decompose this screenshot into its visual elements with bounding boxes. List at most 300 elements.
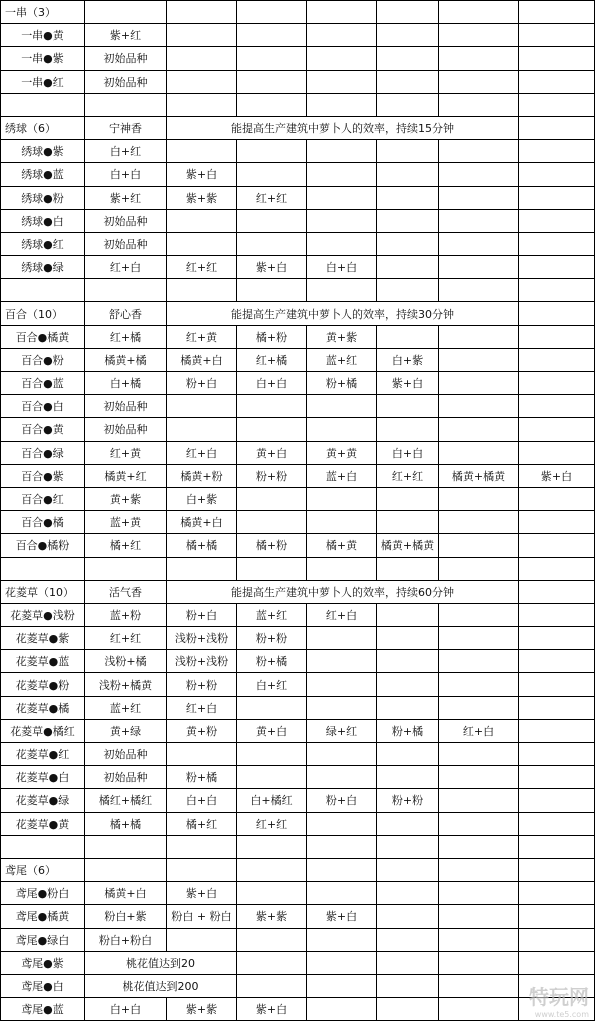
- table-row: [1, 511, 595, 534]
- table-cell: 红+白: [167, 441, 237, 464]
- table-cell: 粉+粉: [167, 673, 237, 696]
- row-label-cell: 百合●橘粉: [1, 534, 85, 557]
- table-cell: 橘黄+白: [167, 511, 237, 534]
- table-cell: 白+橘: [85, 372, 167, 395]
- table-cell: [377, 395, 439, 418]
- table-cell: [167, 24, 237, 47]
- table-row: [1, 534, 595, 557]
- table-cell: 紫+白: [167, 882, 237, 905]
- table-cell: 能提高生产建筑中萝卜人的效率，持续60分钟: [167, 580, 519, 603]
- table-cell: [237, 209, 307, 232]
- table-cell: [377, 998, 439, 1021]
- table-cell: [307, 858, 377, 881]
- table-cell: [519, 140, 595, 163]
- row-label-cell: 花菱草●橘红: [1, 719, 85, 742]
- row-label-cell: 鸢尾●橘黄: [1, 905, 85, 928]
- table-cell: 舒心香: [85, 302, 167, 325]
- table-cell: 橘+红: [167, 812, 237, 835]
- table-cell: [85, 93, 167, 116]
- table-cell: 蓝+白: [307, 464, 377, 487]
- table-cell: [439, 743, 519, 766]
- row-label-cell: 一串●黄: [1, 24, 85, 47]
- table-cell: [439, 372, 519, 395]
- row-label-cell: 鸢尾●白: [1, 974, 85, 997]
- table-cell: [439, 395, 519, 418]
- table-cell: [237, 928, 307, 951]
- table-cell: 初始品种: [85, 70, 167, 93]
- table-cell: [377, 325, 439, 348]
- table-cell: 初始品种: [85, 418, 167, 441]
- table-row: [1, 93, 595, 116]
- row-label-cell: 一串●紫: [1, 47, 85, 70]
- table-cell: 橘+红: [85, 534, 167, 557]
- table-cell: 桃花值达到200: [85, 974, 237, 997]
- row-label-cell: 百合●紫: [1, 464, 85, 487]
- table-cell: [439, 974, 519, 997]
- table-cell: [167, 1, 237, 24]
- table-cell: [167, 835, 237, 858]
- table-cell: 桃花值达到20: [85, 951, 237, 974]
- row-label-cell: 花菱草●浅粉: [1, 603, 85, 626]
- table-cell: [307, 812, 377, 835]
- table-cell: 蓝+红: [237, 603, 307, 626]
- row-label-cell: 绣球●白: [1, 209, 85, 232]
- table-cell: 能提高生产建筑中萝卜人的效率，持续15分钟: [167, 116, 519, 139]
- table-cell: [519, 163, 595, 186]
- table-cell: 粉+橘: [167, 766, 237, 789]
- row-label-cell: 百合●橘黄: [1, 325, 85, 348]
- table-cell: [167, 209, 237, 232]
- table-cell: [439, 882, 519, 905]
- table-cell: [439, 928, 519, 951]
- row-label-cell: 鸢尾●紫: [1, 951, 85, 974]
- table-cell: [439, 650, 519, 673]
- table-cell: [439, 47, 519, 70]
- table-cell: [439, 186, 519, 209]
- table-row: [1, 24, 595, 47]
- table-cell: [237, 951, 307, 974]
- table-cell: 黄+白: [237, 719, 307, 742]
- table-cell: 白+白: [377, 441, 439, 464]
- table-row: [1, 998, 595, 1021]
- table-cell: 蓝+粉: [85, 603, 167, 626]
- table-cell: [167, 928, 237, 951]
- table-cell: [519, 603, 595, 626]
- table-cell: 紫+红: [85, 24, 167, 47]
- table-row: [1, 580, 595, 603]
- table-cell: [237, 487, 307, 510]
- table-cell: [307, 951, 377, 974]
- table-cell: [237, 974, 307, 997]
- table-cell: 红+橘: [237, 348, 307, 371]
- row-label-cell: 花菱草●蓝: [1, 650, 85, 673]
- table-cell: 活气香: [85, 580, 167, 603]
- table-row: [1, 47, 595, 70]
- table-cell: [439, 348, 519, 371]
- table-cell: 蓝+黄: [85, 511, 167, 534]
- row-label-cell: 鸢尾（6）: [1, 858, 85, 881]
- table-cell: [377, 1, 439, 24]
- table-cell: 橘+粉: [237, 534, 307, 557]
- table-cell: [237, 93, 307, 116]
- table-cell: [307, 998, 377, 1021]
- table-cell: 红+黄: [85, 441, 167, 464]
- table-cell: [237, 1, 307, 24]
- table-cell: [377, 186, 439, 209]
- table-cell: 橘+橘: [167, 534, 237, 557]
- table-cell: [439, 835, 519, 858]
- table-cell: [85, 279, 167, 302]
- table-row: [1, 209, 595, 232]
- row-label-cell: 绣球（6）: [1, 116, 85, 139]
- table-cell: [519, 186, 595, 209]
- table-row: [1, 1, 595, 24]
- table-cell: 红+白: [85, 256, 167, 279]
- table-cell: [519, 696, 595, 719]
- table-cell: [377, 93, 439, 116]
- table-cell: [439, 279, 519, 302]
- table-cell: 浅粉+浅粉: [167, 627, 237, 650]
- table-cell: [519, 743, 595, 766]
- table-row: [1, 372, 595, 395]
- table-cell: [167, 232, 237, 255]
- table-cell: [307, 93, 377, 116]
- table-cell: [439, 93, 519, 116]
- table-cell: [307, 766, 377, 789]
- table-cell: [307, 418, 377, 441]
- table-cell: 紫+白: [519, 464, 595, 487]
- table-cell: [519, 580, 595, 603]
- table-cell: [377, 858, 439, 881]
- table-cell: [519, 24, 595, 47]
- table-cell: [377, 974, 439, 997]
- table-cell: [439, 325, 519, 348]
- table-row: [1, 441, 595, 464]
- row-label-cell: [1, 835, 85, 858]
- table-cell: [439, 951, 519, 974]
- table-cell: [377, 47, 439, 70]
- table-row: [1, 116, 595, 139]
- table-cell: [519, 232, 595, 255]
- table-cell: [237, 743, 307, 766]
- table-cell: [439, 998, 519, 1021]
- table-cell: [377, 627, 439, 650]
- table-cell: [519, 789, 595, 812]
- table-cell: 红+红: [167, 256, 237, 279]
- table-cell: 初始品种: [85, 47, 167, 70]
- row-label-cell: 鸢尾●蓝: [1, 998, 85, 1021]
- table-row: [1, 348, 595, 371]
- table-row: [1, 487, 595, 510]
- table-cell: [237, 858, 307, 881]
- table-cell: [439, 441, 519, 464]
- table-cell: [307, 487, 377, 510]
- row-label-cell: 绣球●粉: [1, 186, 85, 209]
- table-cell: 橘黄+白: [85, 882, 167, 905]
- table-cell: [307, 163, 377, 186]
- table-cell: [439, 905, 519, 928]
- table-cell: 粉+白: [167, 372, 237, 395]
- table-cell: [439, 789, 519, 812]
- table-cell: 黄+白: [237, 441, 307, 464]
- table-cell: 红+白: [439, 719, 519, 742]
- row-label-cell: [1, 279, 85, 302]
- table-cell: 白+白: [237, 372, 307, 395]
- table-row: [1, 951, 595, 974]
- table-cell: 橘黄+白: [167, 348, 237, 371]
- table-cell: [377, 511, 439, 534]
- table-row: [1, 974, 595, 997]
- table-cell: [519, 372, 595, 395]
- table-row: [1, 140, 595, 163]
- table-cell: [85, 1, 167, 24]
- row-label-cell: 花菱草●黄: [1, 812, 85, 835]
- table-cell: 粉白+粉白: [85, 928, 167, 951]
- table-cell: [307, 557, 377, 580]
- table-cell: 初始品种: [85, 743, 167, 766]
- row-label-cell: 绣球●紫: [1, 140, 85, 163]
- table-cell: [377, 163, 439, 186]
- table-row: [1, 464, 595, 487]
- table-row: [1, 835, 595, 858]
- table-cell: 红+红: [237, 186, 307, 209]
- table-cell: [519, 673, 595, 696]
- table-cell: 黄+紫: [307, 325, 377, 348]
- table-row: [1, 186, 595, 209]
- watermark-logo: 特玩网 www.te5.com: [529, 985, 589, 1020]
- table-row: [1, 395, 595, 418]
- table-cell: 初始品种: [85, 766, 167, 789]
- table-row: [1, 650, 595, 673]
- table-cell: 蓝+红: [307, 348, 377, 371]
- table-cell: [439, 766, 519, 789]
- table-cell: 橘+粉: [237, 325, 307, 348]
- table-row: [1, 882, 595, 905]
- table-cell: [377, 835, 439, 858]
- table-cell: [307, 928, 377, 951]
- table-cell: [377, 928, 439, 951]
- table-cell: [519, 209, 595, 232]
- table-cell: 紫+白: [237, 998, 307, 1021]
- table-cell: [237, 70, 307, 93]
- table-cell: [439, 418, 519, 441]
- table-cell: [439, 511, 519, 534]
- row-label-cell: 鸢尾●粉白: [1, 882, 85, 905]
- table-cell: 橘黄+橘黄: [439, 464, 519, 487]
- row-label-cell: 百合●粉: [1, 348, 85, 371]
- row-label-cell: 百合●橘: [1, 511, 85, 534]
- table-cell: [167, 47, 237, 70]
- table-cell: [377, 140, 439, 163]
- table-cell: [167, 279, 237, 302]
- table-cell: [237, 232, 307, 255]
- table-cell: [519, 348, 595, 371]
- table-cell: [439, 209, 519, 232]
- table-cell: [237, 882, 307, 905]
- table-cell: [237, 140, 307, 163]
- table-cell: 白+红: [237, 673, 307, 696]
- table-cell: [307, 627, 377, 650]
- table-cell: 紫+白: [167, 163, 237, 186]
- table-cell: [307, 186, 377, 209]
- table-cell: [377, 232, 439, 255]
- table-cell: 粉+白: [307, 789, 377, 812]
- table-cell: [377, 557, 439, 580]
- table-cell: [519, 882, 595, 905]
- table-row: [1, 256, 595, 279]
- table-cell: [307, 209, 377, 232]
- table-cell: 红+红: [85, 627, 167, 650]
- table-cell: [307, 650, 377, 673]
- table-cell: [307, 511, 377, 534]
- row-label-cell: 花菱草●橘: [1, 696, 85, 719]
- table-cell: 宁神香: [85, 116, 167, 139]
- row-label-cell: 鸢尾●绿白: [1, 928, 85, 951]
- table-cell: [377, 650, 439, 673]
- table-cell: [519, 302, 595, 325]
- table-cell: [519, 951, 595, 974]
- table-cell: [439, 140, 519, 163]
- table-cell: 浅粉+浅粉: [167, 650, 237, 673]
- table-row: [1, 905, 595, 928]
- table-cell: [377, 603, 439, 626]
- table-cell: 粉+橘: [307, 372, 377, 395]
- table-cell: [307, 974, 377, 997]
- table-cell: [85, 858, 167, 881]
- table-cell: 紫+紫: [237, 905, 307, 928]
- table-cell: [519, 47, 595, 70]
- table-cell: [377, 812, 439, 835]
- table-row: [1, 70, 595, 93]
- table-cell: [307, 673, 377, 696]
- table-cell: [519, 511, 595, 534]
- table-cell: [307, 140, 377, 163]
- table-row: [1, 325, 595, 348]
- table-cell: 初始品种: [85, 232, 167, 255]
- table-cell: [519, 70, 595, 93]
- table-row: [1, 696, 595, 719]
- table-cell: 橘+橘: [85, 812, 167, 835]
- table-cell: [237, 557, 307, 580]
- table-cell: [439, 858, 519, 881]
- table-cell: [377, 882, 439, 905]
- table-cell: [377, 70, 439, 93]
- row-label-cell: 百合●白: [1, 395, 85, 418]
- table-cell: [439, 256, 519, 279]
- table-cell: [519, 858, 595, 881]
- table-cell: [519, 93, 595, 116]
- table-row: [1, 789, 595, 812]
- table-cell: [307, 696, 377, 719]
- table-cell: 紫+紫: [167, 186, 237, 209]
- table-cell: 白+紫: [167, 487, 237, 510]
- table-cell: [519, 487, 595, 510]
- row-label-cell: 花菱草●紫: [1, 627, 85, 650]
- table-cell: [377, 673, 439, 696]
- row-label-cell: 绣球●蓝: [1, 163, 85, 186]
- table-cell: 紫+红: [85, 186, 167, 209]
- table-cell: 红+白: [307, 603, 377, 626]
- table-cell: [439, 24, 519, 47]
- table-row: [1, 673, 595, 696]
- row-label-cell: 百合●红: [1, 487, 85, 510]
- table-cell: [439, 696, 519, 719]
- table-cell: 红+红: [237, 812, 307, 835]
- table-row: [1, 418, 595, 441]
- table-cell: [439, 812, 519, 835]
- table-cell: 红+白: [167, 696, 237, 719]
- table-cell: [307, 743, 377, 766]
- table-cell: [519, 627, 595, 650]
- table-cell: 黄+粉: [167, 719, 237, 742]
- table-cell: 黄+绿: [85, 719, 167, 742]
- table-cell: 红+橘: [85, 325, 167, 348]
- table-cell: 橘黄+橘: [85, 348, 167, 371]
- table-cell: [85, 835, 167, 858]
- table-cell: [439, 487, 519, 510]
- table-cell: [519, 395, 595, 418]
- table-cell: [237, 696, 307, 719]
- row-label-cell: [1, 93, 85, 116]
- table-cell: [307, 24, 377, 47]
- table-cell: 初始品种: [85, 395, 167, 418]
- table-cell: [85, 557, 167, 580]
- table-cell: [439, 70, 519, 93]
- table-cell: [237, 47, 307, 70]
- table-cell: [167, 70, 237, 93]
- table-cell: [519, 812, 595, 835]
- table-cell: [439, 1, 519, 24]
- table-cell: [439, 232, 519, 255]
- table-cell: [519, 928, 595, 951]
- table-cell: [237, 418, 307, 441]
- row-label-cell: 百合（10）: [1, 302, 85, 325]
- table-cell: 橘黄+红: [85, 464, 167, 487]
- table-cell: 紫+白: [237, 256, 307, 279]
- table-row: [1, 627, 595, 650]
- table-cell: 红+红: [377, 464, 439, 487]
- table-cell: [519, 116, 595, 139]
- table-cell: 红+黄: [167, 325, 237, 348]
- row-label-cell: [1, 557, 85, 580]
- table-cell: [519, 719, 595, 742]
- table-cell: [519, 650, 595, 673]
- table-cell: 粉白 + 粉白: [167, 905, 237, 928]
- row-label-cell: 花菱草（10）: [1, 580, 85, 603]
- table-cell: [377, 487, 439, 510]
- table-cell: [237, 835, 307, 858]
- table-cell: 粉+粉: [237, 464, 307, 487]
- table-cell: 白+橘红: [237, 789, 307, 812]
- table-cell: [377, 951, 439, 974]
- row-label-cell: 一串●红: [1, 70, 85, 93]
- table-cell: 粉白+紫: [85, 905, 167, 928]
- table-row: [1, 163, 595, 186]
- table-cell: 粉+橘: [237, 650, 307, 673]
- row-label-cell: 百合●黄: [1, 418, 85, 441]
- table-cell: [307, 232, 377, 255]
- row-label-cell: 花菱草●绿: [1, 789, 85, 812]
- table-row: [1, 302, 595, 325]
- row-label-cell: 绣球●红: [1, 232, 85, 255]
- table-cell: [519, 325, 595, 348]
- table-row: [1, 603, 595, 626]
- table-cell: [377, 24, 439, 47]
- table-cell: [167, 858, 237, 881]
- table-cell: 紫+白: [307, 905, 377, 928]
- table-row: [1, 743, 595, 766]
- table-cell: 紫+紫: [167, 998, 237, 1021]
